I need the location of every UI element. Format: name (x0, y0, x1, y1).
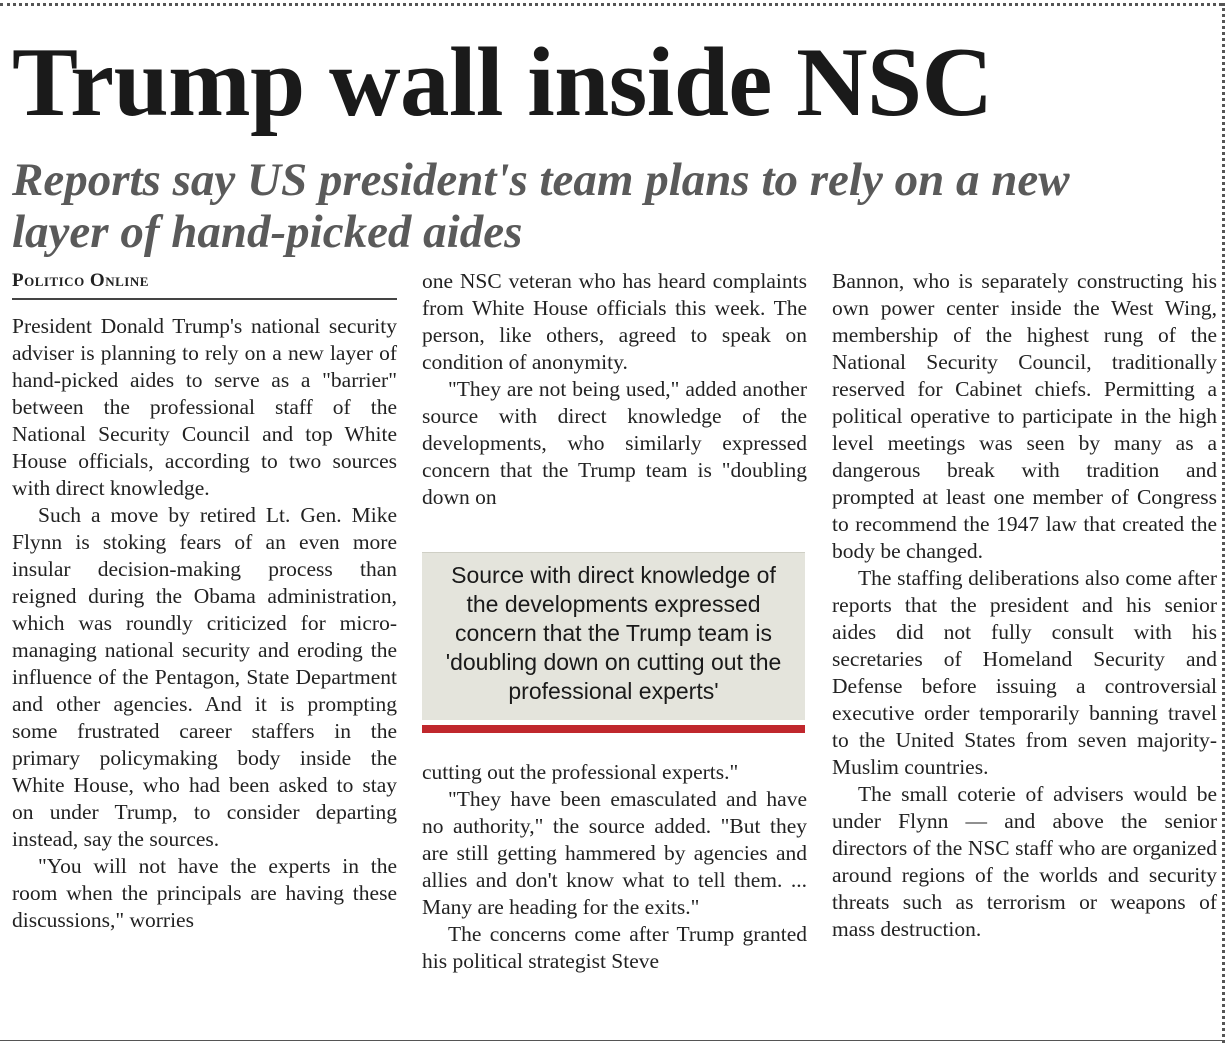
paragraph: The concerns come after Trump granted his political strategist Steve (422, 922, 807, 973)
pull-quote: Source with direct knowledge of the developments expressed concern that the Trump team is 'doubling down on cutting out the professional experts' (422, 552, 805, 720)
article-column-1 (12, 313, 397, 1023)
headline: Trump wall inside NSC (12, 28, 993, 137)
paragraph: Such a move by retired Lt. Gen. Mike Flynn is stoking fears of an even more insular decision-making process than reigned during the Obama administration, which was roundly criticized for micro-managing national security and eroding the influence of the Pentagon, State Department and other agencies. And it is prompting some frustrated career staffers in the primary policymaking body inside the White House, who had been asked to stay on under Trump, to consider departing instead, say the sources. (12, 503, 397, 851)
pull-quote-red-rule (422, 725, 805, 733)
deck-subheadline: Reports say US president's team plans to rely on a new layer of hand-picked aides (12, 154, 1070, 258)
bottom-rule (0, 1040, 1222, 1041)
paragraph: The staffing deliberations also come after reports that the president and his senior aides did not fully consult with his secretaries of Homeland Security and Defense before issuing a controversial executive order temporarily banning travel to the United States from seven majority-Muslim countries. (832, 566, 1217, 779)
paragraph: cutting out the professional experts." (422, 760, 739, 784)
byline: Politico Online (12, 270, 397, 300)
paragraph: "You will not have the experts in the room when the principals are having these discussions," worries (12, 854, 397, 932)
article-column-2-top (422, 268, 807, 540)
top-dotted-border (0, 3, 1222, 6)
article-column-2-bottom (422, 759, 807, 1029)
paragraph: one NSC veteran who has heard complaints from White House officials this week. The person, like others, agreed to speak on condition of anonymity. (422, 269, 807, 374)
paragraph: The small coterie of advisers would be under Flynn — and above the senior directors of the NSC staff who are organized around regions of the worlds and security threats such as terrorism or weapons of mass destruction. (832, 782, 1217, 941)
paragraph: "They have been emasculated and have no authority," the source added. "But they are still getting hammered by agencies and allies and don't know what to tell them. ... Many are heading for the exits." (422, 787, 807, 919)
paragraph: President Donald Trump's national security adviser is planning to rely on a new layer of hand-picked aides to serve as a "barrier" between the professional staff of the National Security Council and top White House officials, according to two sources with direct knowledge. (12, 314, 397, 500)
paragraph: "They are not being used," added another source with direct knowledge of the developments, who similarly expressed concern that the Trump team is "doubling down on (422, 377, 807, 509)
right-dotted-border (1222, 3, 1225, 1043)
paragraph: Bannon, who is separately constructing his own power center inside the West Wing, membership of the highest rung of the National Security Council, traditionally reserved for Cabinet chiefs. Permitting a political operative to participate in the high level meetings was seen by many as a dangerous break with tradition and prompted at least one member of Congress to recommend the 1947 law that created the body be changed. (832, 269, 1217, 563)
article-column-3 (832, 268, 1217, 1028)
